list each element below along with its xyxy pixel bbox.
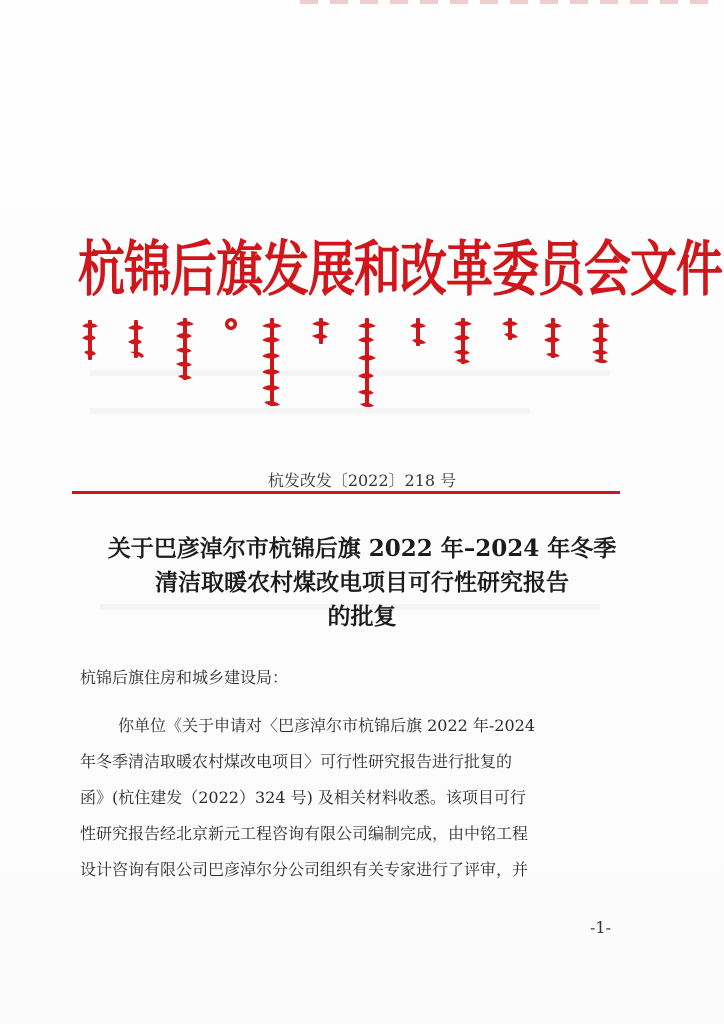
document-number: 杭发改发〔2022〕218 号 bbox=[267, 471, 457, 490]
subject-line: 关于巴彦淖尔市杭锦后旗 2022 年–2024 年冬季 bbox=[107, 535, 617, 562]
red-separator-rule bbox=[72, 491, 620, 494]
body-line: 性研究报告经北京新元工程咨询有限公司编制完成，由中铭工程 bbox=[80, 824, 529, 843]
body-line: 函》(杭住建发（2022）324 号) 及相关材料收悉。该项目可行 bbox=[80, 788, 526, 807]
salutation: 杭锦后旗住房和城乡建设局： bbox=[80, 668, 289, 687]
page-number: -1- bbox=[590, 918, 611, 937]
document-subject bbox=[60, 532, 664, 634]
body-line: 设计咨询有限公司巴彦淖尔分公司组织有关专家进行了评审，并 bbox=[80, 860, 529, 879]
body-line: 年冬季清洁取暖农村煤改电项目〉可行性研究报告进行批复的 bbox=[80, 752, 513, 771]
body-paragraph bbox=[80, 708, 628, 888]
scan-edge-marks bbox=[300, 0, 720, 4]
document-header-title: 杭锦后旗发展和改革委员会文件 bbox=[78, 234, 722, 306]
mongolian-script-title bbox=[76, 318, 636, 413]
body-line: 你单位《关于申请对〈巴彦淖尔市杭锦后旗 2022 年-2024 bbox=[118, 716, 536, 735]
subject-line: 的批复 bbox=[327, 603, 397, 630]
subject-line: 清洁取暖农村煤改电项目可行性研究报告 bbox=[155, 569, 569, 596]
